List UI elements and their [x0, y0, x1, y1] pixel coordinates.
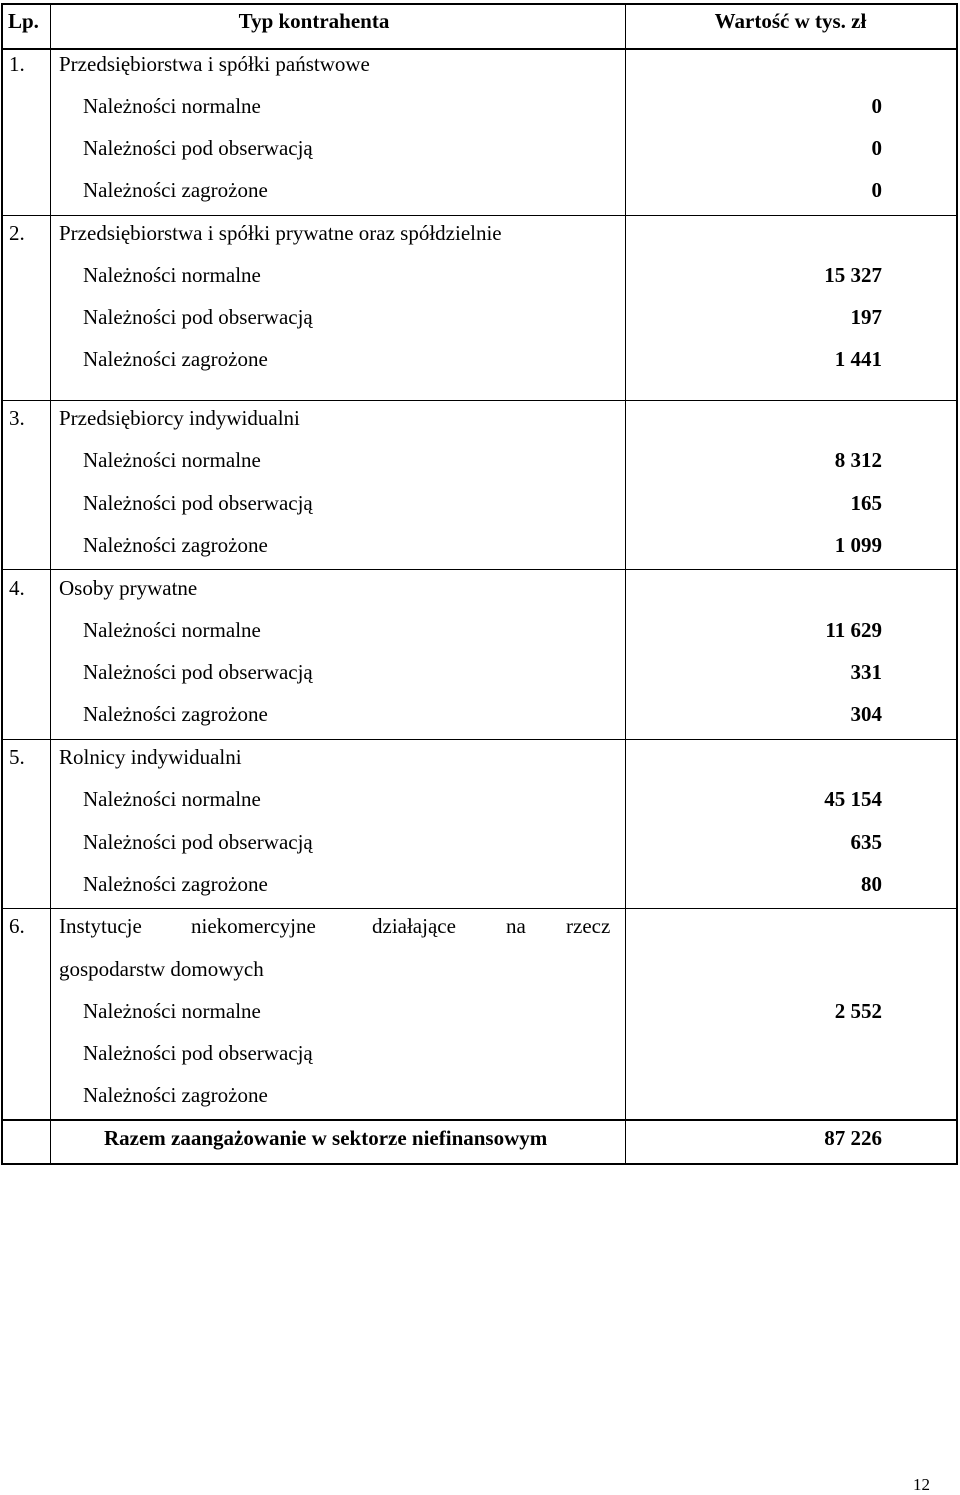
row-label: Należności zagrożone	[83, 347, 268, 371]
row-value: 304	[850, 702, 882, 726]
group-number: 2.	[9, 221, 25, 245]
group-number: 1.	[9, 52, 25, 76]
row-label: Należności normalne	[83, 94, 261, 118]
row-value: 0	[871, 136, 882, 160]
row-value: 0	[871, 94, 882, 118]
row-label: Należności pod obserwacją	[83, 660, 313, 684]
group-name-continued: gospodarstw domowych	[59, 957, 264, 981]
row-divider	[3, 739, 956, 740]
row-label: Należności zagrożone	[83, 178, 268, 202]
group-name: Rolnicy indywidualni	[59, 745, 242, 769]
row-label: Należności zagrożone	[83, 1083, 268, 1107]
row-label: Należności normalne	[83, 448, 261, 472]
row-value: 635	[850, 830, 882, 854]
row-label: Należności normalne	[83, 787, 261, 811]
total-label: Razem zaangażowanie w sektorze niefinansowym	[104, 1126, 548, 1150]
group-name: Przedsiębiorstwa i spółki prywatne oraz spółdzielnie	[59, 221, 502, 245]
row-label: Należności zagrożone	[83, 872, 268, 896]
group-number: 4.	[9, 576, 25, 600]
row-label: Należności normalne	[83, 263, 261, 287]
row-value: 197	[850, 305, 882, 329]
page-number: 12	[913, 1475, 930, 1494]
row-label: Należności normalne	[83, 618, 261, 642]
row-value: 0	[871, 178, 882, 202]
group-name-word: niekomercyjne	[191, 914, 316, 938]
row-value: 45 154	[824, 787, 882, 811]
row-divider	[3, 569, 956, 570]
row-value: 1 441	[834, 347, 882, 371]
row-value: 165	[850, 491, 882, 515]
group-name: Osoby prywatne	[59, 576, 198, 600]
group-number: 6.	[9, 914, 25, 938]
group-number: 5.	[9, 745, 25, 769]
row-value: 15 327	[824, 263, 882, 287]
group-name-word: działające	[372, 914, 456, 938]
row-value: 8 312	[834, 448, 882, 472]
header-value: Wartość w tys. zł	[714, 9, 867, 33]
row-label: Należności pod obserwacją	[83, 491, 313, 515]
total-divider	[3, 1119, 956, 1121]
row-value: 331	[850, 660, 882, 684]
row-label: Należności pod obserwacją	[83, 830, 313, 854]
row-label: Należności zagrożone	[83, 702, 268, 726]
header-lp: Lp.	[8, 9, 39, 33]
total-value: 87 226	[824, 1126, 882, 1150]
group-number: 3.	[9, 406, 25, 430]
row-value: 80	[861, 872, 882, 896]
row-label: Należności zagrożone	[83, 533, 268, 557]
receivables-table	[1, 3, 958, 1165]
lp-column-divider	[50, 5, 51, 1163]
row-label: Należności pod obserwacją	[83, 136, 313, 160]
group-name: Przedsiębiorstwa i spółki państwowe	[59, 52, 370, 76]
header-type: Typ kontrahenta	[238, 9, 390, 33]
row-value: 2 552	[834, 999, 882, 1023]
row-value: 1 099	[834, 533, 882, 557]
row-divider	[3, 908, 956, 909]
header-divider	[3, 48, 956, 50]
row-divider	[3, 215, 956, 216]
value-column-divider	[625, 5, 626, 1163]
row-label: Należności pod obserwacją	[83, 1041, 313, 1065]
group-name: Przedsiębiorcy indywidualni	[59, 406, 300, 430]
row-value: 11 629	[825, 618, 882, 642]
row-divider	[3, 400, 956, 401]
group-name-word: na	[506, 914, 526, 938]
group-name-word: rzecz	[566, 914, 611, 938]
row-label: Należności pod obserwacją	[83, 305, 313, 329]
group-name-word: Instytucje	[59, 914, 142, 938]
row-label: Należności normalne	[83, 999, 261, 1023]
